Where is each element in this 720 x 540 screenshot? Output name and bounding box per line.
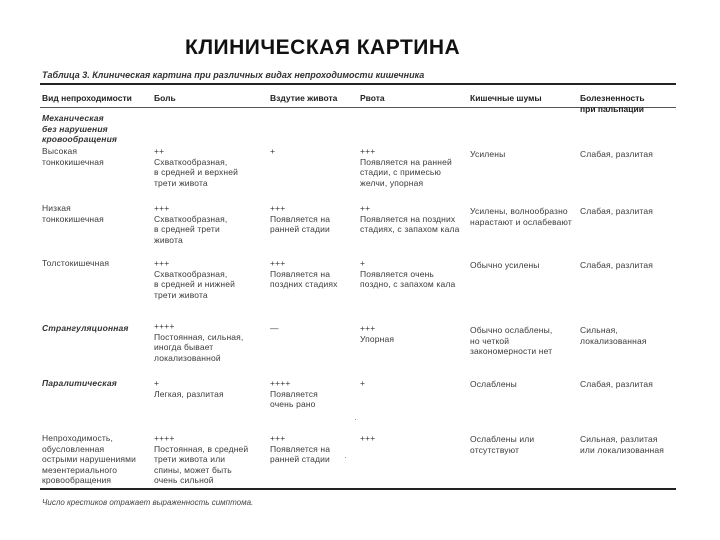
row-5-bloating: ++++ Появляется очень рано bbox=[270, 378, 318, 410]
row-3-bloating: +++ Появляется на поздних стадиях bbox=[270, 258, 338, 290]
row-4-bloating: — bbox=[270, 323, 279, 333]
row-1-tenderness: Слабая, разлитая bbox=[580, 149, 653, 159]
header-tenderness: Болезненность при пальпации bbox=[580, 93, 645, 114]
page-title: КЛИНИЧЕСКАЯ КАРТИНА bbox=[185, 36, 461, 59]
row-4-vomiting: +++ Упорная bbox=[360, 323, 395, 344]
row-1-pain: ++ Схваткообразная, в средней и верхней трети живота bbox=[154, 146, 239, 188]
row-3-pain: +++ Схваткообразная, в средней и нижней трети живота bbox=[154, 258, 235, 300]
header-bloating: Вздутие живота bbox=[270, 93, 338, 103]
row-6-pain: ++++ Постоянная, в средней трети живота или спины, может быть очень сильной bbox=[154, 433, 249, 486]
row-6-tenderness: Сильная, разлитая или локализованная bbox=[580, 434, 665, 455]
scan-speck: · bbox=[354, 414, 357, 424]
row-4-type: Странгуляционная bbox=[42, 323, 129, 333]
table-top-rule bbox=[40, 83, 676, 85]
row-6-bloating: +++ Появляется на ранней стадии bbox=[270, 433, 331, 465]
table-caption: Таблица 3. Клиническая картина при различных видах непроходимости кишечника bbox=[42, 70, 425, 80]
row-5-sounds: Ослаблены bbox=[470, 379, 517, 389]
row-2-tenderness: Слабая, разлитая bbox=[580, 206, 653, 216]
row-6-type: Непроходимость, обусловленная острыми нарушениями мезентериального кровообращения bbox=[42, 433, 136, 486]
header-pain: Боль bbox=[154, 93, 176, 103]
row-3-type: Толстокишечная bbox=[42, 258, 110, 268]
table-bottom-rule bbox=[40, 488, 676, 490]
row-4-pain: ++++ Постоянная, сильная, иногда бывает локализованной bbox=[154, 321, 244, 363]
row-3-sounds: Обычно усилены bbox=[470, 260, 540, 270]
row-5-type: Паралитическая bbox=[42, 378, 117, 388]
row-2-type: Низкая тонкокишечная bbox=[42, 203, 104, 224]
row-5-pain: + Легкая, разлитая bbox=[154, 378, 224, 399]
row-1-sounds: Усилены bbox=[470, 149, 506, 159]
row-5-tenderness: Слабая, разлитая bbox=[580, 379, 653, 389]
row-2-vomiting: ++ Появляется на поздних стадиях, с запахом кала bbox=[360, 203, 460, 235]
table-footnote: Число крестиков отражает выраженность симптома. bbox=[42, 498, 254, 507]
row-2-pain: +++ Схваткообразная, в средней трети живота bbox=[154, 203, 228, 245]
group-label-mechanical: Механическая без нарушения кровообращения bbox=[42, 113, 118, 145]
row-4-tenderness: Сильная, локализованная bbox=[580, 325, 647, 346]
row-2-sounds: Усилены, волнообразно нарастают и ослабевают bbox=[470, 206, 572, 227]
row-2-bloating: +++ Появляется на ранней стадии bbox=[270, 203, 331, 235]
row-1-vomiting: +++ Появляется на ранней стадии, с примесью желчи, упорная bbox=[360, 146, 452, 188]
row-5-vomiting: + bbox=[360, 378, 366, 388]
row-1-bloating: + bbox=[270, 146, 276, 156]
header-vomiting: Рвота bbox=[360, 93, 385, 103]
header-sounds: Кишечные шумы bbox=[470, 93, 542, 103]
row-1-type: Высокая тонкокишечная bbox=[42, 146, 104, 167]
row-6-vomiting: +++ bbox=[360, 433, 376, 443]
row-3-tenderness: Слабая, разлитая bbox=[580, 260, 653, 270]
row-3-vomiting: + Появляется очень поздно, с запахом кала bbox=[360, 258, 456, 290]
header-type: Вид непроходимости bbox=[42, 93, 132, 103]
row-4-sounds: Обычно ослаблены, но четкой закономерности нет bbox=[470, 325, 553, 357]
row-6-sounds: Ослаблены или отсутствуют bbox=[470, 434, 535, 455]
scan-speck: · bbox=[344, 452, 347, 462]
